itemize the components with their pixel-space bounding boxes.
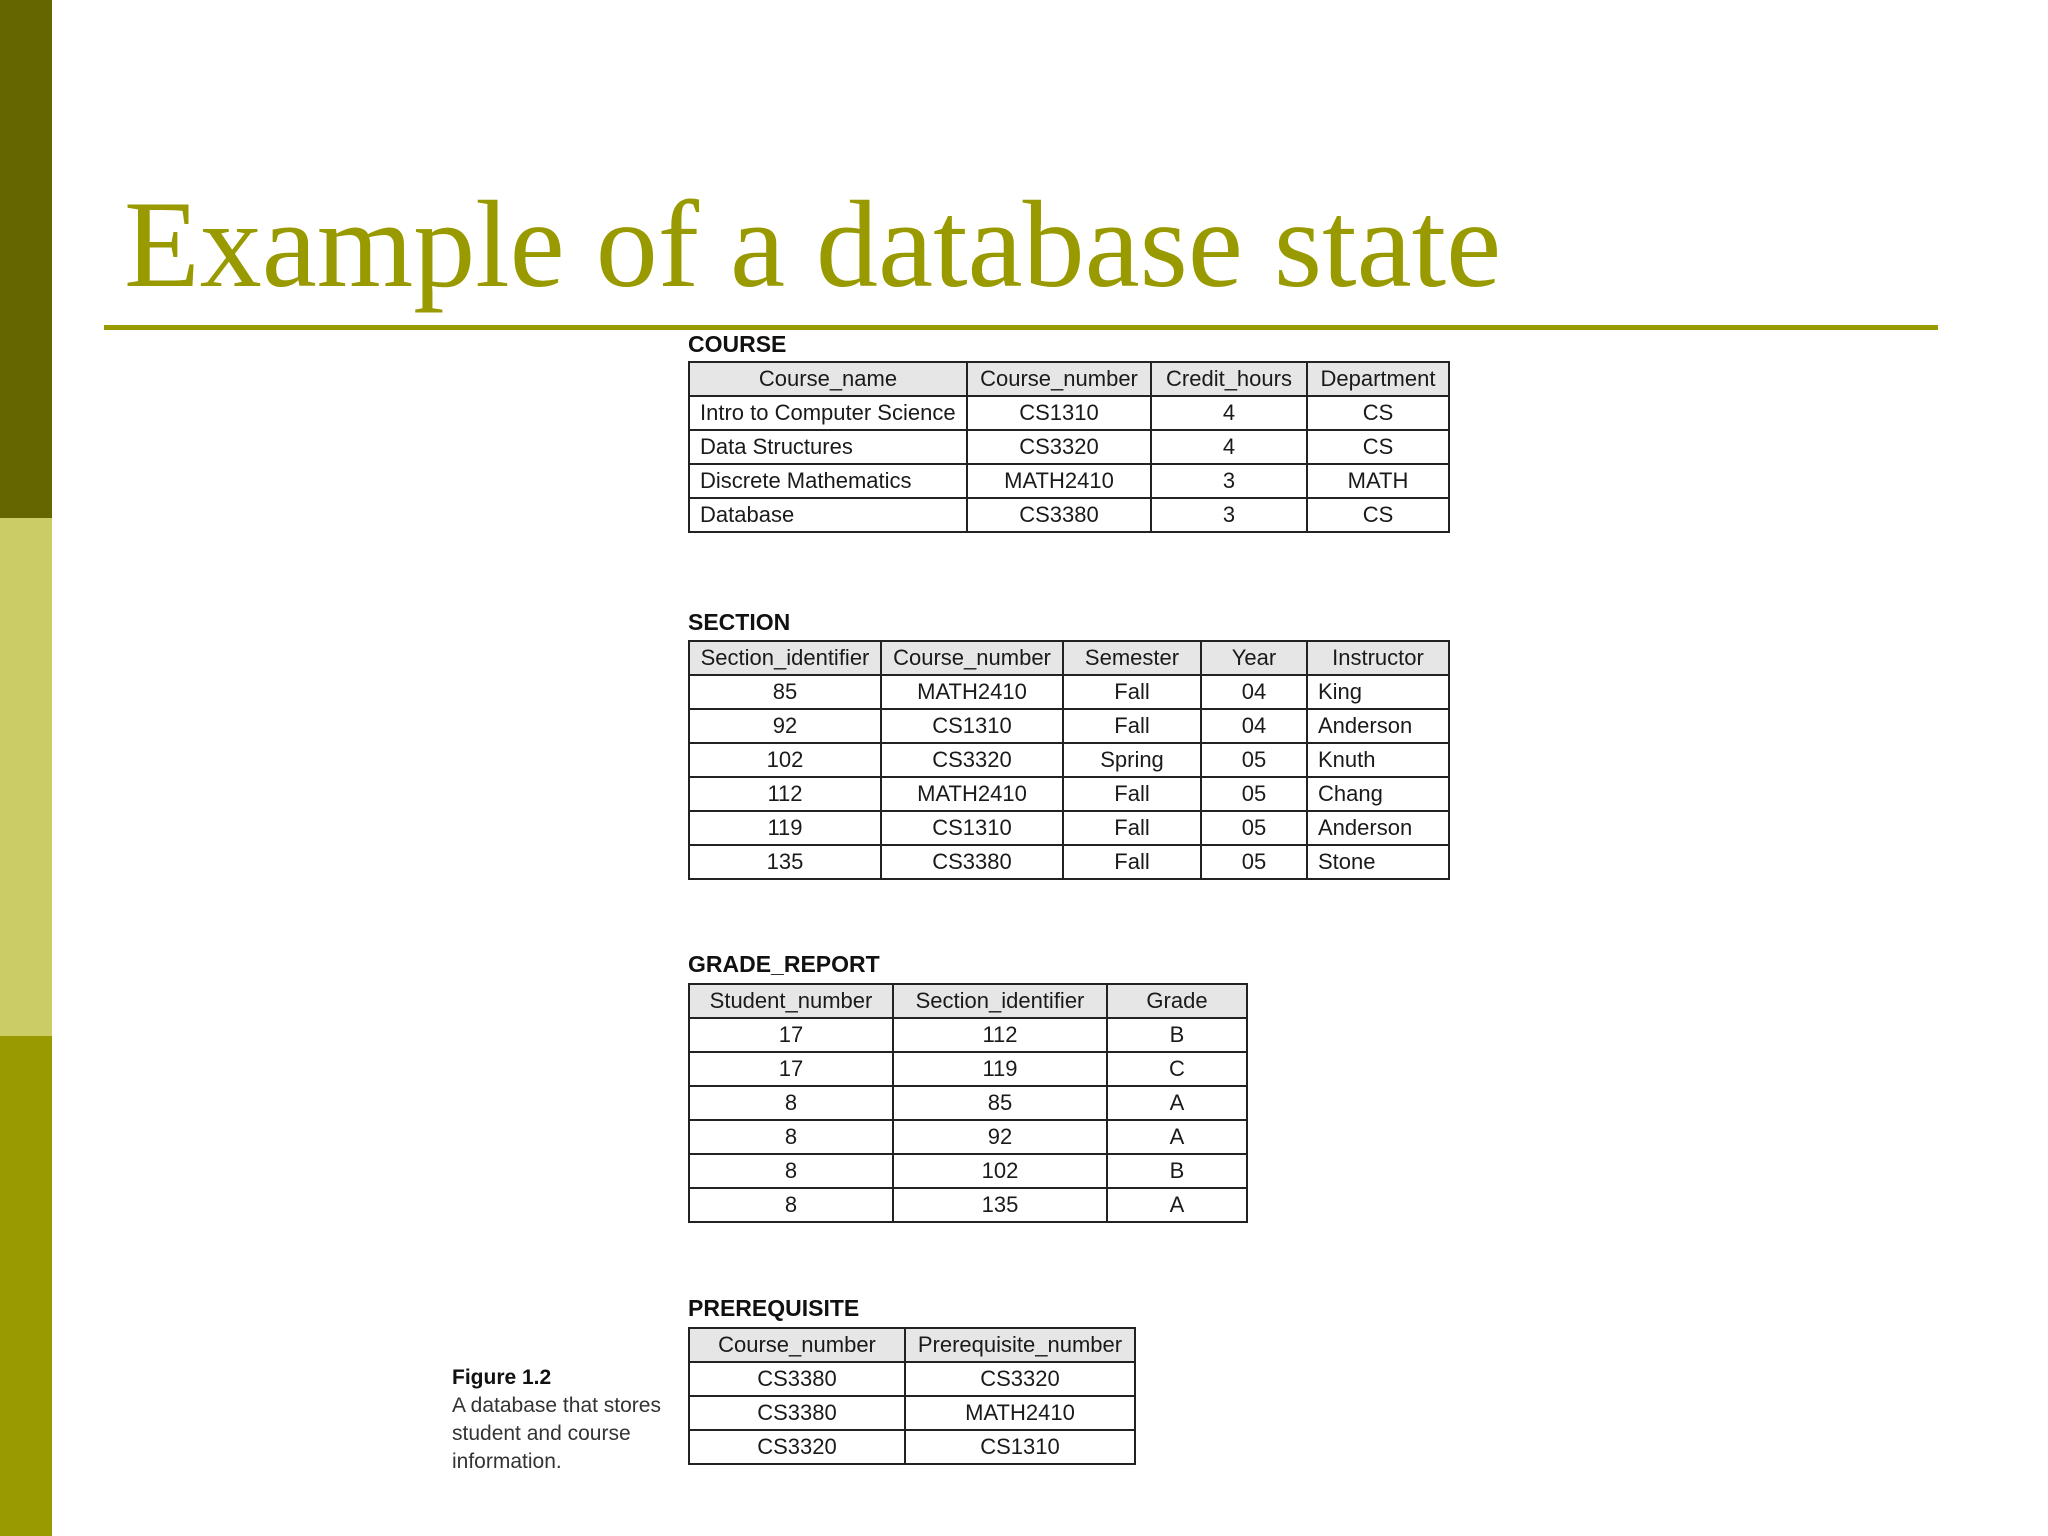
table-cell: 17: [689, 1018, 893, 1052]
table-cell: Fall: [1063, 811, 1201, 845]
table-row: [689, 464, 1449, 498]
table-cell: 05: [1201, 777, 1307, 811]
column-header: Course_number: [967, 362, 1151, 396]
table-cell: MATH2410: [881, 777, 1063, 811]
table-row: [689, 1362, 1135, 1396]
table-cell: 102: [689, 743, 881, 777]
table-cell: 4: [1151, 430, 1307, 464]
table-cell: CS: [1307, 498, 1449, 532]
table-cell: CS1310: [967, 396, 1151, 430]
figure-caption: [452, 1364, 682, 1476]
table-cell: Data Structures: [689, 430, 967, 464]
table-cell: CS3320: [881, 743, 1063, 777]
table-cell: 8: [689, 1086, 893, 1120]
table-row: [689, 1430, 1135, 1464]
table-cell: CS3320: [689, 1430, 905, 1464]
table-header-row: [689, 641, 1449, 675]
table-cell: A: [1107, 1086, 1247, 1120]
table-cell: 8: [689, 1120, 893, 1154]
table-cell: CS1310: [905, 1430, 1135, 1464]
table-cell: 8: [689, 1154, 893, 1188]
table-cell: 135: [689, 845, 881, 879]
table-cell: 102: [893, 1154, 1107, 1188]
table-cell: MATH2410: [905, 1396, 1135, 1430]
table-header-row: [689, 362, 1449, 396]
table-cell: CS1310: [881, 811, 1063, 845]
table-header-row: [689, 984, 1247, 1018]
table-row: [689, 1018, 1247, 1052]
table-cell: 3: [1151, 498, 1307, 532]
table-cell: CS3380: [689, 1362, 905, 1396]
table-cell: 05: [1201, 743, 1307, 777]
table-cell: 112: [893, 1018, 1107, 1052]
table-cell: Chang: [1307, 777, 1449, 811]
table-cell: MATH2410: [881, 675, 1063, 709]
side-bar-olive: [0, 1036, 52, 1536]
table-cell: C: [1107, 1052, 1247, 1086]
table-cell: 119: [893, 1052, 1107, 1086]
side-bar-light: [0, 518, 52, 1036]
section-table-caption: SECTION: [688, 609, 791, 635]
table-row: [689, 1396, 1135, 1430]
table-row: [689, 1188, 1247, 1222]
table-cell: CS3380: [689, 1396, 905, 1430]
table-cell: 92: [893, 1120, 1107, 1154]
column-header: Prerequisite_number: [905, 1328, 1135, 1362]
figure-description: A database that stores student and course information.: [452, 1394, 661, 1473]
column-header: Semester: [1063, 641, 1201, 675]
table-cell: 04: [1201, 709, 1307, 743]
table-cell: Fall: [1063, 777, 1201, 811]
table-cell: MATH: [1307, 464, 1449, 498]
prerequisite-table: [688, 1327, 1136, 1465]
table-cell: 05: [1201, 845, 1307, 879]
table-cell: 4: [1151, 396, 1307, 430]
title-underline: [104, 325, 1938, 330]
table-cell: CS3380: [881, 845, 1063, 879]
table-header-row: [689, 1328, 1135, 1362]
column-header: Course_number: [881, 641, 1063, 675]
table-cell: 92: [689, 709, 881, 743]
table-cell: 85: [893, 1086, 1107, 1120]
grade-report-table: [688, 983, 1248, 1223]
table-cell: Anderson: [1307, 811, 1449, 845]
table-cell: 3: [1151, 464, 1307, 498]
table-row: [689, 1052, 1247, 1086]
table-cell: MATH2410: [967, 464, 1151, 498]
table-cell: 8: [689, 1188, 893, 1222]
table-row: [689, 498, 1449, 532]
column-header: Year: [1201, 641, 1307, 675]
table-row: [689, 709, 1449, 743]
column-header: Section_identifier: [893, 984, 1107, 1018]
table-row: [689, 811, 1449, 845]
table-cell: 05: [1201, 811, 1307, 845]
figure-label: Figure 1.2: [452, 1366, 552, 1389]
table-row: [689, 1154, 1247, 1188]
column-header: Student_number: [689, 984, 893, 1018]
table-cell: B: [1107, 1154, 1247, 1188]
table-cell: 112: [689, 777, 881, 811]
table-cell: CS3380: [967, 498, 1151, 532]
table-row: [689, 1120, 1247, 1154]
table-cell: CS: [1307, 396, 1449, 430]
table-row: [689, 845, 1449, 879]
table-cell: CS: [1307, 430, 1449, 464]
table-cell: B: [1107, 1018, 1247, 1052]
table-cell: Database: [689, 498, 967, 532]
table-cell: A: [1107, 1188, 1247, 1222]
section-table: [688, 640, 1450, 880]
column-header: Course_name: [689, 362, 967, 396]
grade-report-table-caption: GRADE_REPORT: [688, 951, 880, 977]
table-cell: 17: [689, 1052, 893, 1086]
table-row: [689, 396, 1449, 430]
table-row: [689, 1086, 1247, 1120]
table-cell: 119: [689, 811, 881, 845]
column-header: Grade: [1107, 984, 1247, 1018]
table-cell: Fall: [1063, 675, 1201, 709]
table-cell: Fall: [1063, 709, 1201, 743]
table-row: [689, 743, 1449, 777]
column-header: Credit_hours: [1151, 362, 1307, 396]
column-header: Section_identifier: [689, 641, 881, 675]
table-row: [689, 777, 1449, 811]
slide-title: Example of a database state: [124, 176, 1502, 313]
course-table: [688, 361, 1450, 533]
table-row: [689, 430, 1449, 464]
column-header: Instructor: [1307, 641, 1449, 675]
table-cell: CS1310: [881, 709, 1063, 743]
table-cell: King: [1307, 675, 1449, 709]
table-cell: 85: [689, 675, 881, 709]
table-cell: 04: [1201, 675, 1307, 709]
table-cell: CS3320: [905, 1362, 1135, 1396]
table-cell: Discrete Mathematics: [689, 464, 967, 498]
column-header: Department: [1307, 362, 1449, 396]
table-row: [689, 675, 1449, 709]
table-cell: Anderson: [1307, 709, 1449, 743]
table-cell: CS3320: [967, 430, 1151, 464]
table-cell: 135: [893, 1188, 1107, 1222]
table-cell: Stone: [1307, 845, 1449, 879]
prerequisite-table-caption: PREREQUISITE: [688, 1295, 860, 1321]
table-cell: Spring: [1063, 743, 1201, 777]
side-bar-dark: [0, 0, 52, 518]
column-header: Course_number: [689, 1328, 905, 1362]
table-cell: Knuth: [1307, 743, 1449, 777]
table-cell: Fall: [1063, 845, 1201, 879]
table-cell: Intro to Computer Science: [689, 396, 967, 430]
table-cell: A: [1107, 1120, 1247, 1154]
course-table-caption: COURSE: [688, 331, 787, 357]
